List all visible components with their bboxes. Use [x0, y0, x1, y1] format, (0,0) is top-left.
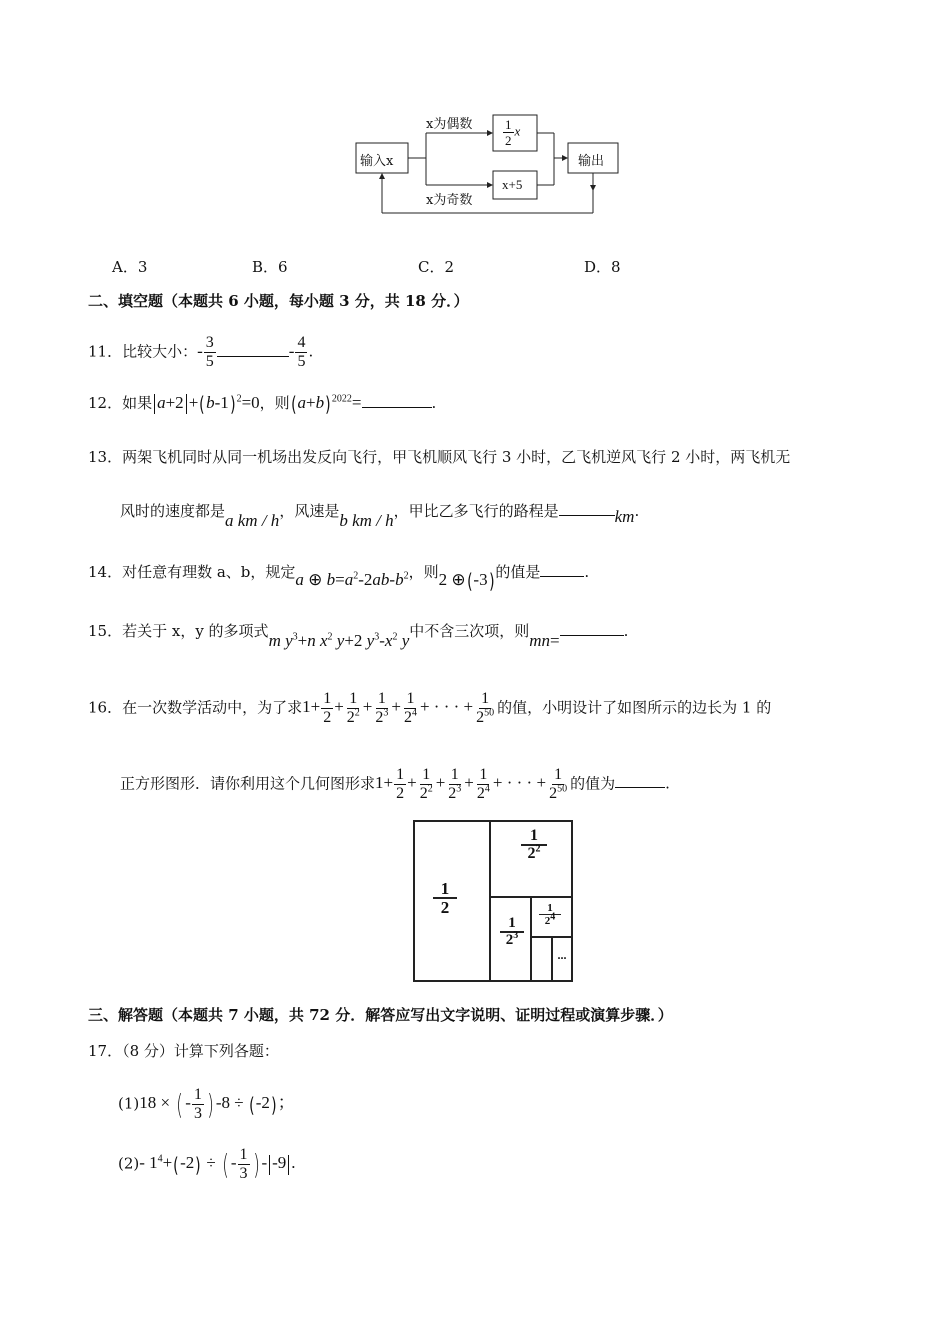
q12-blank	[362, 403, 432, 408]
q16-series-1: 1+ $\frac{1}{2}$ + $\frac{1}{2^2}$ + $\frac{1}{2^3}$ + $\frac{1}{2^4}$ + · · · + $\frac{1}{2^{50}}$	[302, 690, 495, 726]
question-17-title: 17．（8 分）计算下列各题：	[88, 1042, 279, 1060]
half-var: x	[514, 123, 521, 139]
square-label-sixteenth: 1 $2^4$	[539, 902, 561, 927]
square-figure	[413, 820, 573, 982]
q16-line1b: 的值，小明设计了如图所示的边长为 1 的	[497, 698, 772, 717]
option-d: D．8	[584, 258, 621, 276]
q13-line2a: 风时的速度都是	[120, 502, 226, 520]
q13-speed-b: b km / h	[339, 511, 394, 530]
q12-prefix: 12．如果	[88, 394, 153, 412]
q17-p2-expression: - $1^4+(-2)$ ÷ ( - $\frac{1}{3}$ ) - -9 .	[139, 1146, 296, 1182]
q12-condition: $a+2 +(b-1)^2=0$	[152, 393, 260, 412]
q12-exp: 2022	[331, 393, 352, 405]
q14-then: ，则	[408, 563, 439, 581]
q12-expression: $(a+b)^{2022}=$	[290, 392, 362, 417]
q15-end: .	[623, 622, 629, 640]
question-13-line2	[120, 500, 640, 530]
q11-blank	[217, 352, 289, 357]
q15-prefix: 15．若关于 x，y 的多项式	[88, 622, 269, 640]
question-16-line2	[120, 766, 670, 803]
square-label-eighth: 1 $2^3$	[500, 916, 524, 948]
q16-line2b: 的值为	[570, 774, 616, 793]
flow-half-expression	[502, 117, 520, 148]
q11-f1-den: 5	[205, 353, 214, 370]
flow-odd-label: x为奇数	[426, 193, 473, 208]
square-label-quarter: 1 $2^2$	[521, 828, 547, 862]
q16-end: .	[665, 774, 670, 793]
q13-unit: km	[614, 507, 635, 526]
question-12	[88, 392, 436, 415]
q17-p1-label: (1)	[118, 1094, 140, 1113]
q12-then: ，则	[259, 394, 290, 412]
square-label-half: 1 2	[433, 880, 457, 916]
question-17-part1	[118, 1086, 295, 1123]
q11-f2-num: 4	[297, 334, 306, 351]
half-num: 1	[505, 117, 512, 132]
section3-title: 三、解答题（本题共 7 小题，共 72 分．解答应写出文字说明、证明过程或演算步骤．）	[88, 1006, 673, 1024]
q13-end: .	[634, 502, 640, 520]
question-11: 11．比较大小：- $\frac{3}{5}$ - $\frac{4}{5}$ .	[88, 334, 314, 370]
q17-p2-label: (2)	[118, 1154, 140, 1173]
q14-end: .	[584, 563, 590, 581]
question-13-line1: 13．两架飞机同时从同一机场出发反向飞行，甲飞机顺风飞行 3 小时，乙飞机逆风飞行 2 小时，两飞机无	[88, 448, 791, 466]
flow-output-label: 输出	[578, 154, 605, 169]
option-a: A．3	[112, 258, 148, 276]
option-b: B．6	[252, 258, 288, 276]
half-den: 2	[505, 133, 512, 148]
q16-line2a: 正方形图形．请你利用这个几何图形求	[120, 774, 376, 793]
q13-speed-a: a km / h	[225, 511, 280, 530]
q13-line2b: ，风速是	[279, 502, 340, 520]
q16-line1a: 16．在一次数学活动中，为了求	[88, 698, 303, 717]
option-c: C．2	[418, 258, 455, 276]
question-15: 15．若关于 x，y 的多项式m $y^3+n$ $x^2$ y+2 $y^3-x^2$ y中不含三次项，则mn= .	[88, 622, 629, 650]
q16-series-2: 1+ $\frac{1}{2}$ + $\frac{1}{2^2}$ + $\frac{1}{2^3}$ + $\frac{1}{2^4}$ + · · · + $\frac{1}{2^{50}}$	[375, 766, 568, 802]
q12-end: .	[431, 394, 437, 412]
flowchart	[340, 105, 630, 225]
q17-p1-expression: 18 × ( - $\frac{1}{3}$ ) -8 ÷ (-2)；	[139, 1086, 295, 1122]
q14-definition: a ⊕ $b=a^2-2ab-b^2$	[295, 570, 409, 589]
flow-plus-five: x+5	[502, 177, 523, 192]
square-eighth-divider	[530, 897, 532, 982]
q15-suffix: 中不含三次项，则	[409, 622, 530, 640]
q15-blank	[560, 631, 624, 636]
q11-end: .	[308, 342, 314, 361]
q16-blank	[615, 783, 665, 788]
q11-f1-num: 3	[205, 334, 214, 351]
question-17-part2	[118, 1146, 296, 1183]
section2-title: 二、填空题（本题共 6 小题，每小题 3 分，共 18 分．）	[88, 292, 469, 310]
q11-f2-den: 5	[297, 353, 306, 370]
square-half-divider	[489, 820, 491, 982]
q15-polynomial: m $y^3+n$ $x^2$ y+2 $y^3-x^2$ y	[268, 631, 410, 650]
q11-prefix: 11．比较大小：	[88, 342, 198, 361]
q14-expression: 2 ⊕(-3)	[438, 569, 495, 594]
question-14	[88, 561, 590, 594]
q13-blank	[559, 511, 615, 516]
q13-line2c: ，甲比乙多飞行的路程是	[393, 502, 559, 520]
q14-blank	[540, 572, 584, 577]
q14-prefix: 14．对任意有理数 a、b，规定	[88, 563, 296, 581]
square-label-dots: ...	[557, 948, 567, 962]
q14-suffix: 的值是	[495, 563, 541, 581]
flow-even-label: x为偶数	[426, 117, 473, 132]
flow-input-label: 输入x	[360, 154, 394, 169]
question-16-line1	[88, 690, 771, 727]
q15-mn: mn	[529, 631, 551, 650]
